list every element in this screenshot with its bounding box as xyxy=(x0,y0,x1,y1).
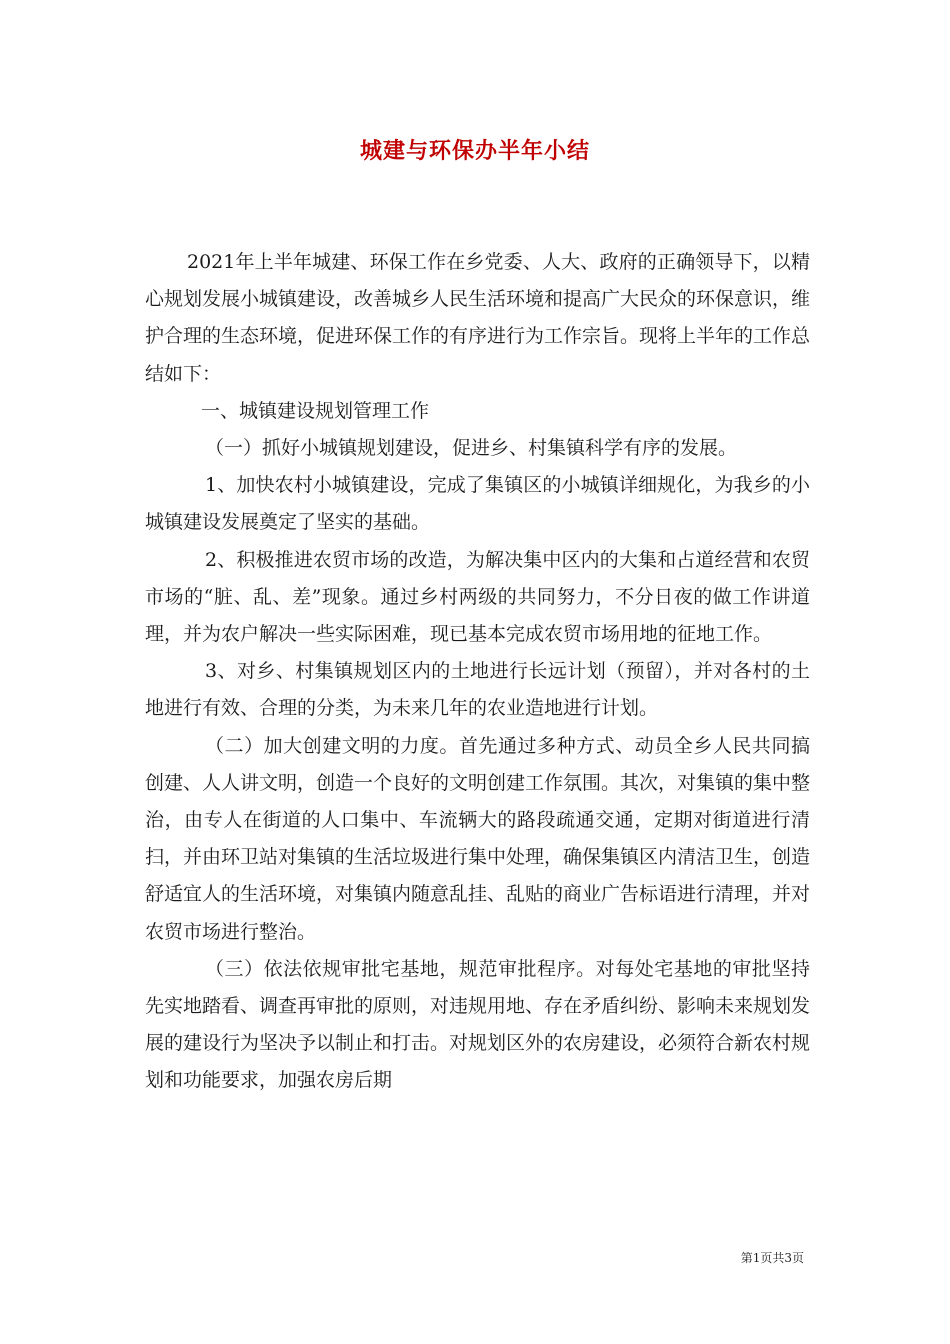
paragraph-item-2: 2、积极推进农贸市场的改造，为解决集中区内的大集和占道经营和农贸市场的“脏、乱、差”现象。通过乡村两级的共同努力，不分日夜的做工作讲道理，并为农户解决一些实际困难，现已基本完成农贸市场用地的征地工作。 xyxy=(145,548,810,646)
section-heading: 一、城镇建设规划管理工作 xyxy=(201,399,430,422)
paragraph-intro: 2021年上半年城建、环保工作在乡党委、人大、政府的正确领导下，以精心规划发展小城镇建设，改善城乡人民生活环境和提高广大民众的环保意识，维护合理的生态环境，促进环保工作的有序进行为工作宗旨。现将上半年的工作总结如下： xyxy=(145,251,811,385)
paragraph-item-1: 1、加快农村小城镇建设，完成了集镇区的小城镇详细规化，为我乡的小城镇建设发展奠定了坚实的基础。 xyxy=(145,474,810,534)
subsection-heading: （一）抓好小城镇规划建设，促进乡、村集镇科学有序的发展。 xyxy=(205,437,738,460)
paragraph-subsection-2: （二）加大创建文明的力度。首先通过多种方式、动员全乡人民共同搞创建、人人讲文明，创造一个良好的文明创建工作氛围。其次，对集镇的集中整治，由专人在街道的人口集中、车流辆大的路段疏通交通，定期对街道进行清扫，并由环卫站对集镇的生活垃圾进行集中处理，确保集镇区内清洁卫生，创造舒适宜人的生活环境，对集镇内随意乱挂、乱贴的商业广告标语进行清理，并对农贸市场进行整治。 xyxy=(145,734,811,943)
paragraph-subsection-3: （三）依法依规审批宅基地，规范审批程序。对每处宅基地的审批坚持先实地踏看、调查再审批的原则，对违规用地、存在矛盾纠纷、影响未来规划发展的建设行为坚决予以制止和打击。对规划区外的农房建设，必须符合新农村规划和功能要求，加强农房后期 xyxy=(145,957,811,1092)
document-body xyxy=(145,244,810,1100)
paragraph-item-3: 3、对乡、村集镇规划区内的土地进行长远计划（预留），并对各村的土地进行有效、合理的分类，为未来几年的农业造地进行计划。 xyxy=(145,660,810,720)
page-number: 第1页共3页 xyxy=(740,1251,804,1265)
document-title: 城建与环保办半年小结 xyxy=(359,138,590,164)
